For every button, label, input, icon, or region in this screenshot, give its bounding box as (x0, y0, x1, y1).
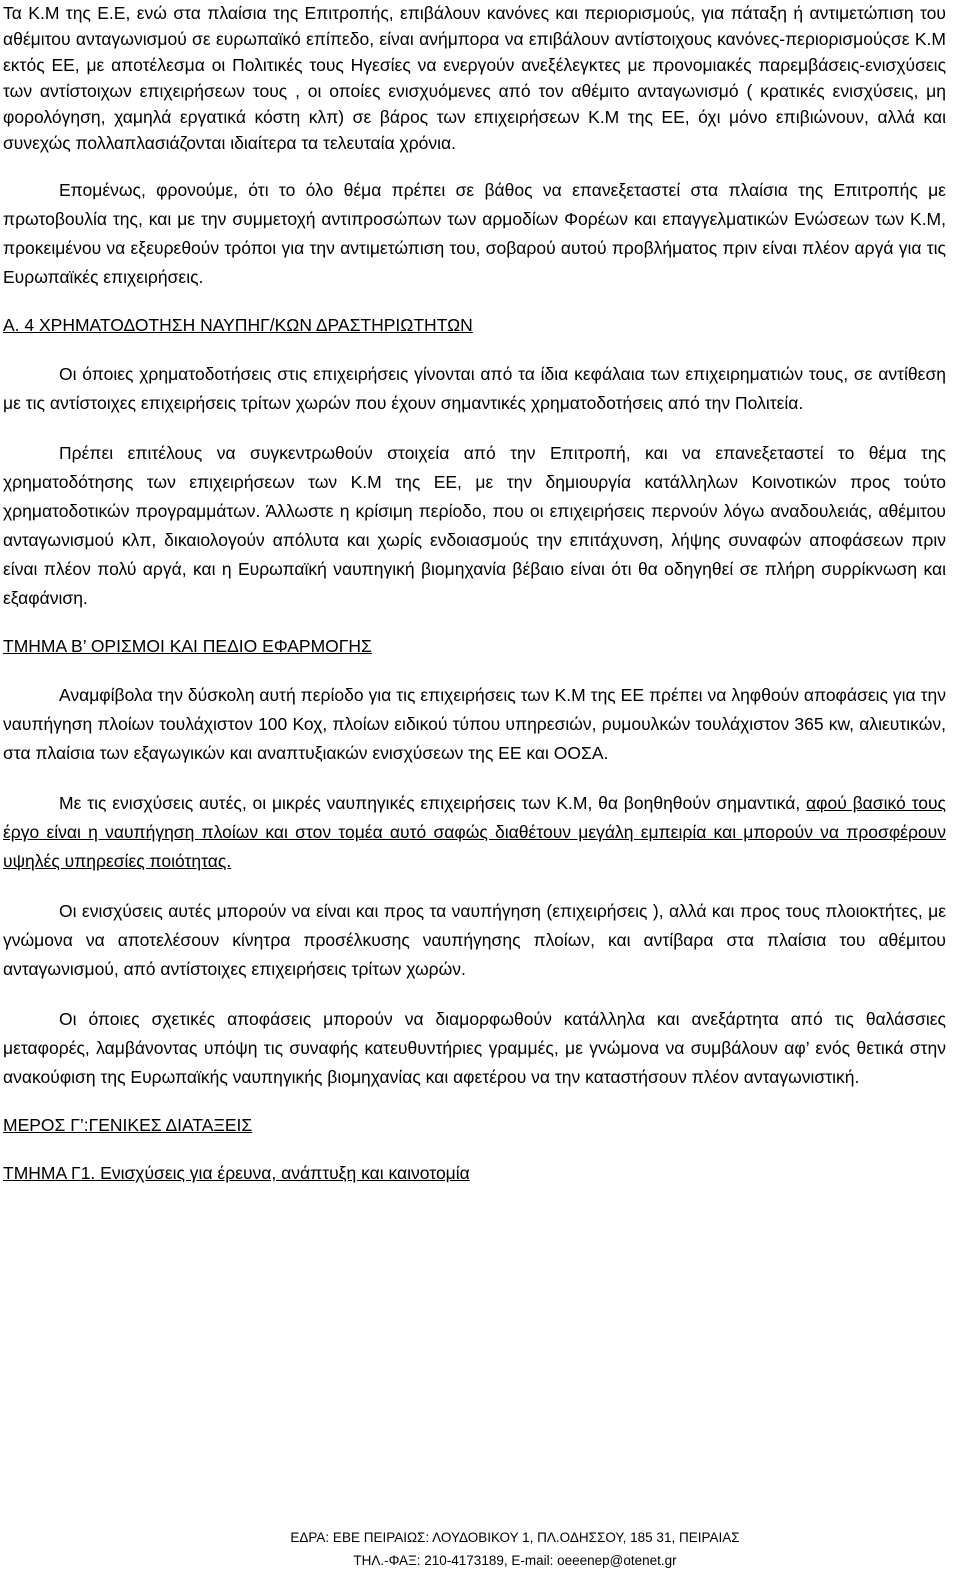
section-heading-part-c: ΜΕΡΟΣ Γ’:ΓΕΝΙΚΕΣ ΔΙΑΤΑΞΕΙΣ (3, 1115, 253, 1135)
paragraph-must-collect: Πρέπει επιτέλους να συγκεντρωθούν στοιχεία από την Επιτροπή, και να επανεξεταστεί το θέμα της χρηματοδότησης των επιχειρήσεων των Κ.Μ της ΕΕ, με την δημιουργία κατάλληλων Κοινοτικών προς τούτο χρηματοδοτικών προγραμμάτων. Άλλωστε η κρίσιμη περίοδο, που οι επιχειρήσεις περνούν λόγω αναδουλειάς, αθέμιτου ανταγωνισμού κλπ, δικαιολογούν απόλυτα και χωρίς ενδοιασμούς την επιτάχυνση, λήψης συναφών αποφάσεων πριν είναι πλέον πολύ αργά, και η Ευρωπαϊκή ναυπηγική βιομηχανία βέβαιο είναι ότι θα οδηγηθεί σε πλήρη συρρίκνωση και εξαφάνιση. (3, 443, 946, 608)
paragraph-with-these-aids-plain: Με τις ενισχύσεις αυτές, οι μικρές ναυπηγικές επιχειρήσεις των Κ.Μ, θα βοηθηθούν σημαντικά, (59, 793, 807, 813)
paragraph-aids-can-be: Οι ενισχύσεις αυτές μπορούν να είναι και προς τα ναυπήγηση (επιχειρήσεις ), αλλά και προς τους πλοιοκτήτες, με γνώμονα να αποτελέσουν κίνητρα προσέλκυσης ναυπήγησης πλοίων, και αντίβαρα στα πλαίσια του αθέμιτου ανταγωνισμού, από αντίστοιχες επιχειρήσεις τρίτων χωρών. (3, 901, 946, 979)
section-heading-c1: ΤΜΗΜΑ Γ1. Ενισχύσεις για έρευνα, ανάπτυξη και καινοτομία (3, 1163, 470, 1183)
paragraph-therefore: Επομένως, φρονούμε, ότι το όλο θέμα πρέπει σε βάθος να επανεξεταστεί στα πλαίσια της Επιτροπής με πρωτοβουλία της, και με την συμμετοχή αντιπροσώπων των αρμοδίων Φορέων και επαγγελματικών Ενώσεων των Κ.Μ, προκειμένου να εξευρεθούν τρόποι για την αντιμετώπιση του, σοβαρού αυτού προβλήματος πριν είναι πλέον αργά για τις Ευρωπαϊκές επιχειρήσεις. (3, 180, 946, 287)
paragraph-undoubtedly: Αναμφίβολα την δύσκολη αυτή περίοδο για τις επιχειρήσεις των Κ.Μ της ΕΕ πρέπει να ληφθούν αποφάσεις για την ναυπήγηση πλοίων τουλάχιστον 100 Κοχ, πλοίων ειδικού τύπου υπηρεσιών, ρυμουλκών τουλάχιστον 365 κw, αλιευτικών, στα πλαίσια των εξαγωγικών και αναπτυξιακών ενισχύσεων της ΕΕ και ΟΟΣΑ. (3, 685, 946, 763)
footer-contact: ΤΗΛ.-ΦΑΞ: 210-4173189, E-mail: oeeenep@otenet.gr (353, 1553, 677, 1568)
paragraph-decisions: Οι όποιες σχετικές αποφάσεις μπορούν να διαμορφωθούν κατάλληλα και ανεξάρτητα από τις θαλάσσιες μεταφορές, λαμβάνοντας υπόψη τις συναφής κατευθυντήριες γραμμές, με γνώμονα να συμβάλουν αφ’ ενός θετικά στην ανακούφιση της Ευρωπαϊκής ναυπηγικής βιομηχανίας και αφετέρου να την καταστήσουν πλέον ανταγωνιστική. (3, 1009, 946, 1087)
section-heading-a4: Α. 4 ΧΡΗΜΑΤΟΔΟΤΗΣΗ ΝΑΥΠΗΓ/ΚΩΝ ΔΡΑΣΤΗΡΙΩΤΗΤΩΝ (3, 315, 473, 335)
paragraph-group-top (3, 0, 946, 156)
paragraph-with-these-aids-underlined: αφού βασικό τους έργο είναι η ναυπήγηση πλοίων και στον τομέα αυτό σαφώς διαθέτουν μεγάλη εμπειρία και μπορούν να προσφέρουν υψηλές υπηρεσίες ποιότητας. (3, 793, 946, 871)
paragraph-funding: Οι όποιες χρηματοδοτήσεις στις επιχειρήσεις γίνονται από τα ίδια κεφάλαια των επιχειρηματιών τους, σε αντίθεση με τις αντίστοιχες επιχειρήσεις τρίτων χωρών που έχουν σημαντικές χρηματοδοτήσεις από την Πολιτεία. (3, 364, 946, 413)
section-heading-b: ΤΜΗΜΑ Β’ ΟΡΙΣΜΟΙ ΚΑΙ ΠΕΔΙΟ ΕΦΑΡΜΟΓΗΣ (3, 636, 372, 656)
document-body (3, 0, 946, 1187)
footer-address: ΕΔΡΑ: ΕΒΕ ΠΕΙΡΑΙΩΣ: ΛΟΥΔΟΒΙΚΟΥ 1, ΠΛ.ΟΔΗΣΣΟΥ, 185 31, ΠΕΙΡΑΙΑΣ (290, 1530, 740, 1545)
paragraph-continuation: Τα Κ.Μ της Ε.Ε, ενώ στα πλαίσια της Επιτροπής, επιβάλουν κανόνες και περιορισμούς, για πάταξη ή αντιμετώπιση του αθέμιτου ανταγωνισμού σε ευρωπαϊκό επίπεδο, είναι ανήμπορα να επιβάλουν αντίστοιχους κανόνες-περιορισμούςσε Κ.Μ εκτός ΕΕ, με αποτέλεσμα οι Πολιτικές τους Ηγεσίες να ενεργούν ανεξέλεγκτες με προνομιακές παρεμβάσεις-ενισχύσεις των αντίστοιχων επιχειρήσεων τους , οι οποίες ενισχυόμενες από τον αθέμιτο ανταγωνισμό ( κρατικές ενισχύσεις, μη φορολόγηση, χαμηλά εργατικά κόστη κλπ) σε βάρος των επιχειρήσεων Κ.Μ της ΕΕ, όχι μόνο επιβιώνουν, αλλά και συνεχώς πολλαπλασιάζονται ιδιαίτερα τα τελευταία χρόνια. (3, 3, 946, 153)
paragraph-with-these-aids (3, 789, 946, 876)
